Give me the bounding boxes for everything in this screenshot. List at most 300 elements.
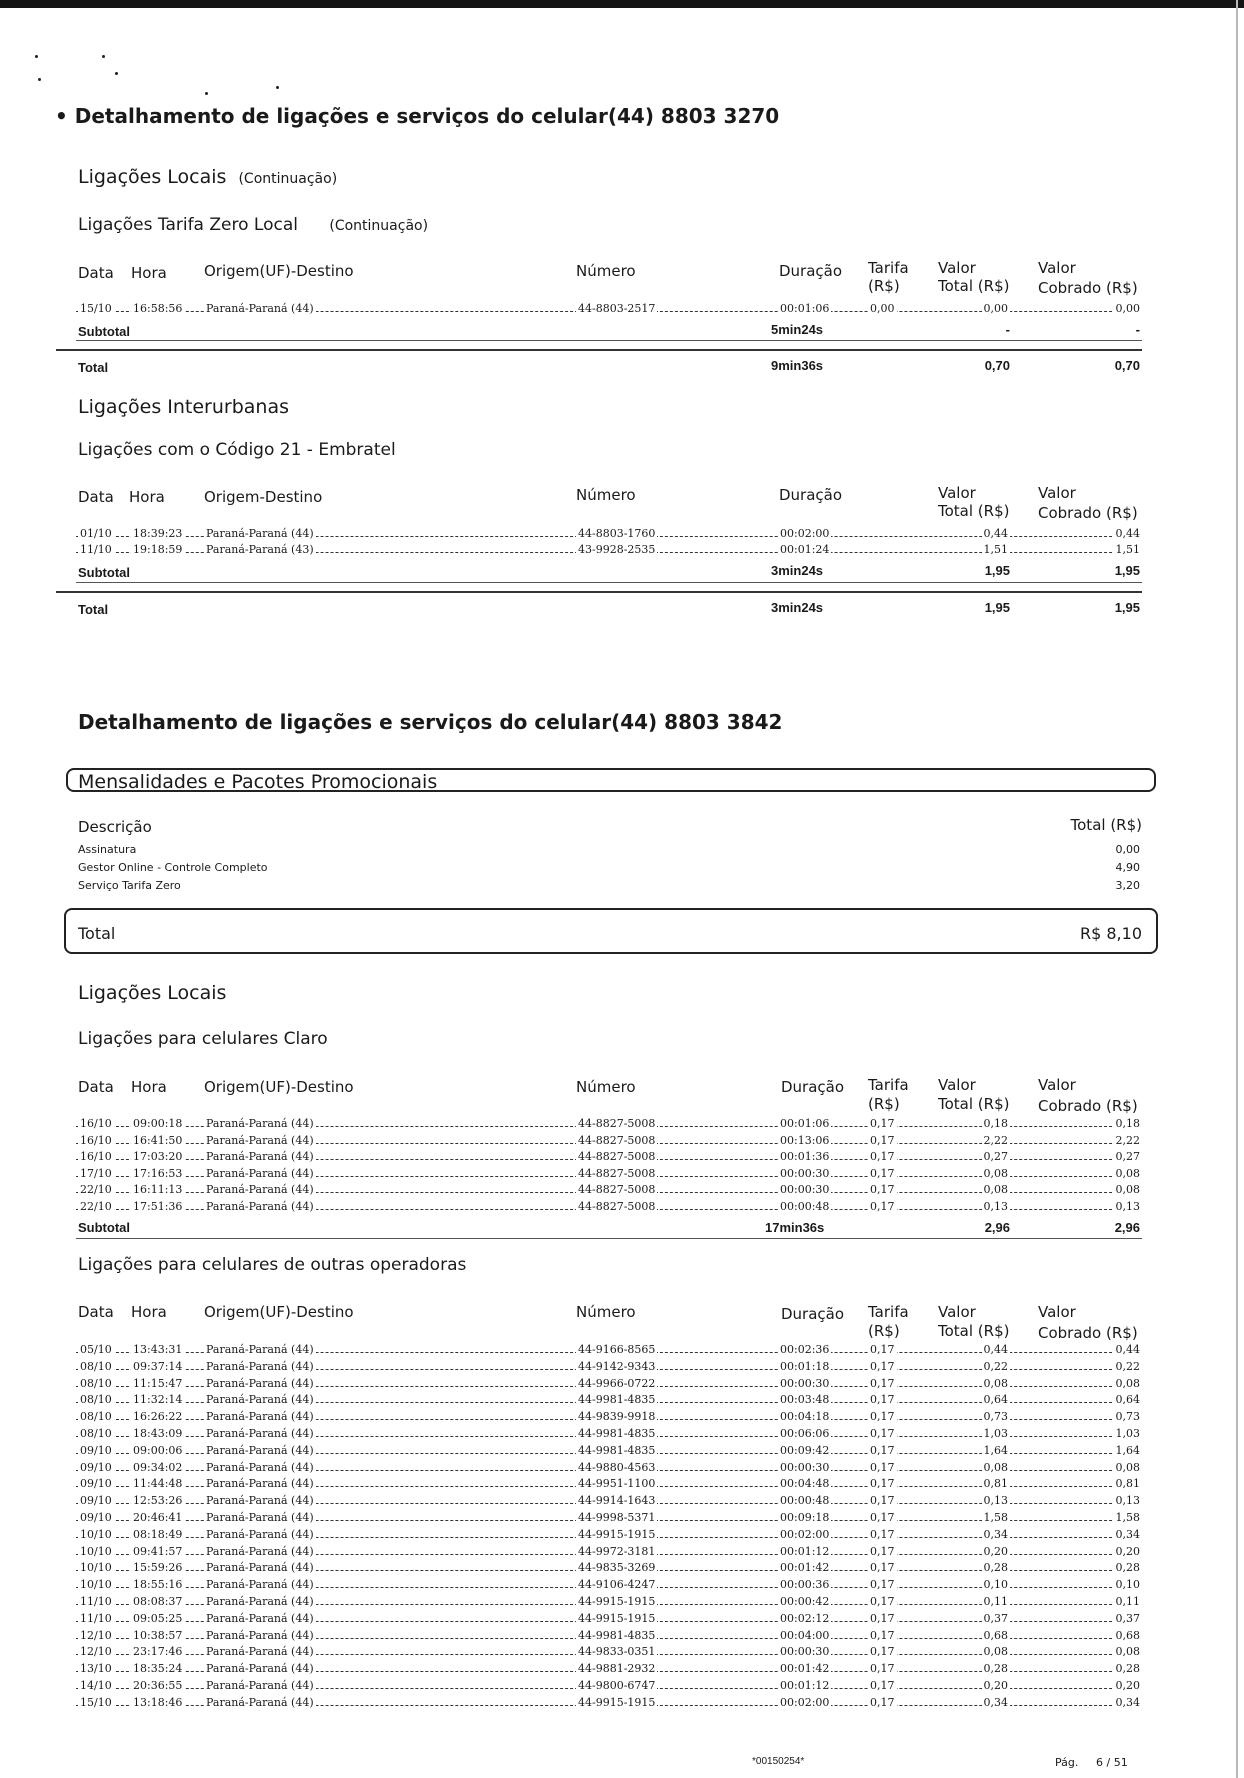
cell-numero: 44-9142-9343 [578,1359,656,1373]
cell-tarifa: 0,17 [870,1595,895,1608]
cell-hora: 09:37:14 [133,1359,183,1373]
group-title [78,215,428,235]
cell-data: 09/10 [80,1494,112,1508]
cell-numero: 44-9951-1100 [578,1477,656,1491]
cell-numero: 43-9928-2535 [578,543,656,556]
cell-tarifa: 0,17 [870,1376,895,1390]
cell-tarifa: 0,17 [870,1477,895,1491]
col-data: Data [78,1078,114,1096]
cell-hora: 11:44:48 [133,1477,183,1491]
cell-duracao: 00:02:12 [780,1611,830,1625]
cell-valor-total: 0,22 [983,1359,1008,1373]
cell-origem: Paraná-Paraná (44) [206,1183,314,1197]
cell-hora: 18:43:09 [133,1427,183,1440]
cell-duracao: 00:00:30 [780,1183,830,1197]
cell-valor-cobrado: 0,44 [1115,527,1140,540]
cell-tarifa: 0,17 [870,1628,895,1642]
table-row [76,1393,1142,1407]
cell-numero: 44-9966-0722 [578,1376,656,1390]
cell-tarifa: 0,17 [870,1527,895,1541]
cell-duracao: 00:09:18 [780,1511,830,1524]
col-valor-cobrado-unit: Cobrado (R$) [1038,504,1138,522]
divider [76,582,1142,583]
cell-hora: 08:18:49 [133,1527,183,1541]
cell-valor-cobrado: 0,08 [1115,1376,1140,1390]
col-tarifa-unit: (R$) [868,1322,900,1340]
cell-tarifa: 0,17 [870,1183,895,1197]
cell-hora: 17:16:53 [133,1166,183,1180]
cell-valor-cobrado: 0,27 [1115,1150,1140,1164]
cell-hora: 09:00:06 [133,1443,183,1457]
cell-origem: Paraná-Paraná (44) [206,1611,314,1625]
cell-origem: Paraná-Paraná (44) [206,1460,314,1474]
cell-origem: Paraná-Paraná (44) [206,1376,314,1390]
table-row [76,527,1142,541]
cell-tarifa: 0,17 [870,1511,895,1524]
cell-hora: 19:18:59 [133,543,183,556]
cell-origem: Paraná-Paraná (44) [206,1561,314,1575]
cell-numero: 44-8827-5008 [578,1183,656,1197]
table-row [76,302,1142,316]
section-title-text: Detalhamento de ligações e serviços do celular(44) 8803 3270 [74,104,780,128]
page-label: Pág. [1055,1756,1079,1769]
subsection-title: Ligações Locais [78,982,227,1004]
item-value: 0,00 [1115,843,1140,856]
cell-origem: Paraná-Paraná (44) [206,1628,314,1642]
table-row [76,1679,1142,1693]
cell-valor-cobrado: 1,58 [1115,1511,1140,1524]
section-title-3842: Detalhamento de ligações e serviços do celular(44) 8803 3842 [78,710,783,734]
cell-valor-cobrado: 1,64 [1115,1443,1140,1457]
subtotal-label: Subtotal [78,1220,130,1235]
cell-tarifa: 0,17 [870,1679,895,1692]
col-valor-total-unit: Total (R$) [938,1322,1010,1340]
cell-hora: 16:41:50 [133,1133,183,1147]
item-value: 3,20 [1115,879,1140,892]
cell-duracao: 00:01:42 [780,1561,830,1575]
table-row [76,1595,1142,1609]
divider [56,591,1142,593]
cell-origem: Paraná-Paraná (44) [206,302,314,315]
col-data: Data [78,264,114,282]
cell-data: 17/10 [80,1166,112,1180]
cell-hora: 17:03:20 [133,1150,183,1164]
col-origem: Origem(UF)-Destino [204,1078,354,1096]
cell-tarifa: 0,17 [870,1200,895,1213]
cell-valor-cobrado: 0,08 [1115,1645,1140,1659]
cell-valor-total: 0,08 [983,1183,1008,1197]
table-row [76,1134,1142,1148]
table-row [76,1377,1142,1391]
table-row [76,1494,1142,1508]
cell-valor-cobrado: 0,81 [1115,1477,1140,1491]
col-hora: Hora [131,1303,167,1321]
cell-valor-total: 1,64 [983,1443,1008,1457]
cell-tarifa: 0,17 [870,1662,895,1676]
subsection-title: Ligações Interurbanas [78,396,290,418]
total-valor-cobrado: 0,70 [1114,358,1140,373]
cell-data: 16/10 [80,1150,112,1164]
cell-duracao: 00:03:48 [780,1393,830,1407]
cell-numero: 44-9972-3181 [578,1544,656,1558]
cell-valor-total: 0,13 [983,1200,1008,1213]
cell-valor-total: 0,73 [983,1410,1008,1424]
cell-valor-total: 1,58 [983,1511,1008,1524]
cell-duracao: 00:01:18 [780,1359,830,1373]
cell-origem: Paraná-Paraná (44) [206,1477,314,1491]
cell-numero: 44-8827-5008 [578,1133,656,1147]
col-tarifa-unit: (R$) [868,277,900,295]
cell-duracao: 00:01:36 [780,1150,830,1164]
box-total-value: R$ 8,10 [1079,924,1142,943]
cell-data: 09/10 [80,1477,112,1491]
cell-duracao: 00:02:36 [780,1343,830,1356]
subtotal-valor-total: 1,95 [984,563,1010,578]
section-title-3270 [55,104,779,128]
cell-valor-cobrado: 0,10 [1115,1578,1140,1592]
col-numero: Número [576,1078,636,1096]
cell-tarifa: 0,17 [870,1578,895,1592]
cell-numero: 44-9915-1915 [578,1527,656,1541]
col-tarifa: Tarifa [868,1076,909,1094]
cell-valor-total: 0,10 [983,1578,1008,1592]
cell-data: 08/10 [80,1393,112,1407]
cell-hora: 13:43:31 [133,1343,183,1356]
table-row [76,1183,1142,1197]
cell-valor-cobrado: 0,00 [1115,302,1140,315]
cell-valor-total: 0,28 [983,1561,1008,1575]
cell-duracao: 00:00:48 [780,1494,830,1508]
cell-hora: 18:55:16 [133,1578,183,1592]
cell-hora: 10:38:57 [133,1628,183,1642]
col-data: Data [78,488,114,506]
col-valor-cobrado-unit: Cobrado (R$) [1038,279,1138,297]
cell-hora: 16:11:13 [133,1183,183,1197]
item-value: 4,90 [1115,861,1140,874]
cell-valor-cobrado: 0,08 [1115,1183,1140,1197]
cell-data: 10/10 [80,1527,112,1541]
cell-data: 14/10 [80,1679,112,1692]
cell-origem: Paraná-Paraná (44) [206,1595,314,1608]
cell-tarifa: 0,17 [870,1494,895,1508]
total-duracao: 3min24s [771,600,824,615]
table-row [76,1561,1142,1575]
col-tarifa: Tarifa [868,1303,909,1321]
cell-data: 11/10 [80,1595,112,1608]
item-label: Serviço Tarifa Zero [78,879,181,892]
cell-valor-cobrado: 0,73 [1115,1410,1140,1424]
cell-numero: 44-9915-1915 [578,1695,656,1709]
table-row [76,1410,1142,1424]
cell-numero: 44-9833-0351 [578,1645,656,1659]
cell-duracao: 00:13:06 [780,1133,830,1147]
cell-valor-cobrado: 0,34 [1115,1527,1140,1541]
col-origem: Origem(UF)-Destino [204,262,354,280]
cell-origem: Paraná-Paraná (44) [206,1511,314,1524]
cell-valor-cobrado: 0,44 [1115,1343,1140,1356]
box-total-label: Total [78,924,116,943]
cell-duracao: 00:01:12 [780,1679,830,1692]
cell-valor-cobrado: 0,37 [1115,1611,1140,1625]
subtotal-valor-cobrado: - [1135,322,1140,337]
cell-data: 08/10 [80,1410,112,1424]
table-row [76,1167,1142,1181]
cell-valor-cobrado: 0,22 [1115,1359,1140,1373]
continuation-note: (Continuação) [238,171,338,187]
cell-valor-total: 0,20 [983,1679,1008,1692]
cell-valor-cobrado: 0,68 [1115,1628,1140,1642]
cell-duracao: 00:04:00 [780,1628,830,1642]
cell-numero: 44-8827-5008 [578,1150,656,1164]
cell-valor-cobrado: 0,20 [1115,1544,1140,1558]
subtotal-valor-cobrado: 2,96 [1114,1220,1140,1235]
col-data: Data [78,1303,114,1321]
cell-data: 12/10 [80,1628,112,1642]
cell-tarifa: 0,17 [870,1695,895,1709]
total-valor-total: 0,70 [984,358,1010,373]
cell-valor-cobrado: 1,51 [1115,543,1140,556]
cell-data: 11/10 [80,1611,112,1625]
cell-tarifa: 0,17 [870,1150,895,1164]
cell-valor-total: 0,64 [983,1393,1008,1407]
col-valor-cobrado: Valor [1038,259,1076,277]
cell-valor-cobrado: 0,08 [1115,1166,1140,1180]
cell-numero: 44-9981-4835 [578,1443,656,1457]
cell-duracao: 00:02:00 [780,1527,830,1541]
cell-valor-total: 0,00 [983,302,1008,315]
cell-numero: 44-9981-4835 [578,1628,656,1642]
cell-origem: Paraná-Paraná (44) [206,1117,314,1130]
cell-numero: 44-9981-4835 [578,1393,656,1407]
cell-valor-cobrado: 0,08 [1115,1460,1140,1474]
col-valor-cobrado-unit: Cobrado (R$) [1038,1097,1138,1115]
cell-data: 01/10 [80,527,112,540]
cell-valor-total: 0,08 [983,1376,1008,1390]
cell-data: 09/10 [80,1443,112,1457]
cell-tarifa: 0,17 [870,1443,895,1457]
cell-valor-cobrado: 0,11 [1115,1595,1140,1608]
col-hora: Hora [131,1078,167,1096]
cell-hora: 12:53:26 [133,1494,183,1508]
cell-origem: Paraná-Paraná (44) [206,1443,314,1457]
document-code: *00150254* [752,1756,805,1767]
cell-data: 13/10 [80,1662,112,1676]
cell-origem: Paraná-Paraná (44) [206,1578,314,1592]
subtotal-duracao: 5min24s [771,322,824,337]
subtotal-duracao: 17min36s [765,1220,825,1235]
col-numero: Número [576,486,636,504]
col-valor-total-unit: Total (R$) [938,502,1010,520]
total-valor-cobrado: 1,95 [1114,600,1140,615]
cell-numero: 44-8827-5008 [578,1166,656,1180]
cell-data: 22/10 [80,1200,112,1213]
cell-valor-total: 0,18 [983,1117,1008,1130]
cell-tarifa: 0,17 [870,1359,895,1373]
divider [76,340,1142,341]
group-title: Ligações para celulares de outras operadoras [78,1255,467,1275]
scan-speck [102,55,105,58]
cell-numero: 44-9915-1915 [578,1595,656,1608]
cell-valor-total: 0,37 [983,1611,1008,1625]
cell-valor-total: 2,22 [983,1133,1008,1147]
cell-data: 08/10 [80,1427,112,1440]
total-duracao: 9min36s [771,358,824,373]
table-row [76,1629,1142,1643]
cell-hora: 09:34:02 [133,1460,183,1474]
desc-header: Descrição [78,818,152,836]
cell-hora: 09:00:18 [133,1117,183,1130]
subtotal-duracao: 3min24s [771,563,824,578]
cell-data: 08/10 [80,1359,112,1373]
table-row [76,1461,1142,1475]
col-duracao: Duração [781,1078,845,1096]
cell-valor-total: 0,13 [983,1494,1008,1508]
cell-valor-cobrado: 0,34 [1115,1695,1140,1709]
scan-speck [38,78,41,81]
col-valor-total: Valor [938,484,976,502]
cell-tarifa: 0,17 [870,1544,895,1558]
cell-tarifa: 0,17 [870,1561,895,1575]
cell-valor-total: 0,81 [983,1477,1008,1491]
item-label: Assinatura [78,843,137,856]
table-row [76,1427,1142,1441]
cell-hora: 17:51:36 [133,1200,183,1213]
subtotal-label: Subtotal [78,565,130,580]
cell-tarifa: 0,17 [870,1343,895,1356]
subtotal-valor-total: - [1005,322,1010,337]
cell-valor-cobrado: 0,18 [1115,1117,1140,1130]
divider [76,1238,1142,1239]
cell-origem: Paraná-Paraná (44) [206,1393,314,1407]
cell-duracao: 00:00:30 [780,1645,830,1659]
cell-origem: Paraná-Paraná (44) [206,1150,314,1164]
cell-hora: 18:39:23 [133,527,183,540]
cell-origem: Paraná-Paraná (44) [206,1679,314,1692]
total-valor-total: 1,95 [984,600,1010,615]
table-row [76,1696,1142,1710]
cell-origem: Paraná-Paraná (44) [206,1662,314,1676]
cell-data: 09/10 [80,1511,112,1524]
cell-tarifa: 0,17 [870,1611,895,1625]
cell-origem: Paraná-Paraná (44) [206,1527,314,1541]
cell-duracao: 00:00:30 [780,1166,830,1180]
col-tarifa: Tarifa [868,259,909,277]
cell-valor-total: 0,08 [983,1460,1008,1474]
cell-valor-total: 0,34 [983,1527,1008,1541]
cell-valor-total: 0,20 [983,1544,1008,1558]
cell-tarifa: 0,17 [870,1133,895,1147]
cell-valor-total: 0,11 [983,1595,1008,1608]
table-row [76,1545,1142,1559]
cell-duracao: 00:01:06 [780,302,830,315]
group-title: Ligações para celulares Claro [78,1029,328,1049]
group-title-text: Ligações Tarifa Zero Local [78,215,298,235]
table-row [76,1662,1142,1676]
scan-speck [115,72,118,75]
cell-valor-total: 0,34 [983,1695,1008,1709]
cell-origem: Paraná-Paraná (44) [206,1544,314,1558]
cell-data: 05/10 [80,1343,112,1356]
scan-top-edge [0,0,1244,8]
cell-origem: Paraná-Paraná (44) [206,1166,314,1180]
scan-speck [276,86,279,89]
group-title: Ligações com o Código 21 - Embratel [78,440,396,460]
cell-numero: 44-8803-1760 [578,527,656,540]
table-row [76,1200,1142,1214]
cell-hora: 13:18:46 [133,1695,183,1709]
cell-valor-total: 1,03 [983,1427,1008,1440]
table-row [76,1528,1142,1542]
table-row [76,1612,1142,1626]
divider [56,349,1142,351]
cell-tarifa: 0,17 [870,1460,895,1474]
cell-data: 12/10 [80,1645,112,1659]
cell-hora: 23:17:46 [133,1645,183,1659]
cell-data: 11/10 [80,543,112,556]
table-row [76,1477,1142,1491]
table-row [76,1444,1142,1458]
cell-duracao: 00:04:18 [780,1410,830,1424]
cell-valor-total: 0,27 [983,1150,1008,1164]
cell-hora: 08:08:37 [133,1595,183,1608]
cell-valor-cobrado: 0,28 [1115,1561,1140,1575]
col-duracao: Duração [779,486,843,504]
cell-data: 15/10 [80,302,112,315]
cell-numero: 44-8803-2517 [578,302,656,315]
table-row [76,1117,1142,1131]
col-numero: Número [576,262,636,280]
cell-numero: 44-9800-6747 [578,1679,656,1692]
total-label: Total [78,602,109,617]
subtotal-label: Subtotal [78,324,130,339]
col-duracao: Duração [781,1305,845,1323]
scan-speck [35,55,38,58]
cell-data: 16/10 [80,1133,112,1147]
col-valor-total: Valor [938,1076,976,1094]
cell-data: 16/10 [80,1117,112,1130]
box-title: Mensalidades e Pacotes Promocionais [78,771,438,793]
box-total [64,908,1158,954]
cell-numero: 44-9914-1643 [578,1494,656,1508]
box-mensalidades [66,768,1156,792]
col-tarifa-unit: (R$) [868,1095,900,1113]
cell-hora: 20:36:55 [133,1679,183,1692]
cell-valor-cobrado: 0,13 [1115,1200,1140,1213]
table-row [76,1150,1142,1164]
cell-tarifa: 0,17 [870,1393,895,1407]
cell-tarifa: 0,17 [870,1645,895,1659]
page-number: 6 / 51 [1096,1756,1128,1769]
table-row [76,1645,1142,1659]
cell-origem: Paraná-Paraná (43) [206,543,314,556]
col-valor-cobrado-unit: Cobrado (R$) [1038,1324,1138,1342]
cell-tarifa: 0,17 [870,1410,895,1424]
cell-duracao: 00:01:12 [780,1544,830,1558]
col-valor-cobrado: Valor [1038,484,1076,502]
cell-origem: Paraná-Paraná (44) [206,1410,314,1424]
col-hora: Hora [129,488,165,506]
cell-valor-cobrado: 0,20 [1115,1679,1140,1692]
cell-hora: 09:05:25 [133,1611,183,1625]
table-row [76,1360,1142,1374]
continuation-note: (Continuação) [329,218,429,234]
cell-valor-total: 0,44 [983,1343,1008,1356]
cell-tarifa: 0,17 [870,1427,895,1440]
cell-valor-total: 0,08 [983,1645,1008,1659]
total-header: Total (R$) [1070,816,1142,834]
cell-numero: 44-9106-4247 [578,1578,656,1592]
cell-valor-total: 1,51 [983,543,1008,556]
